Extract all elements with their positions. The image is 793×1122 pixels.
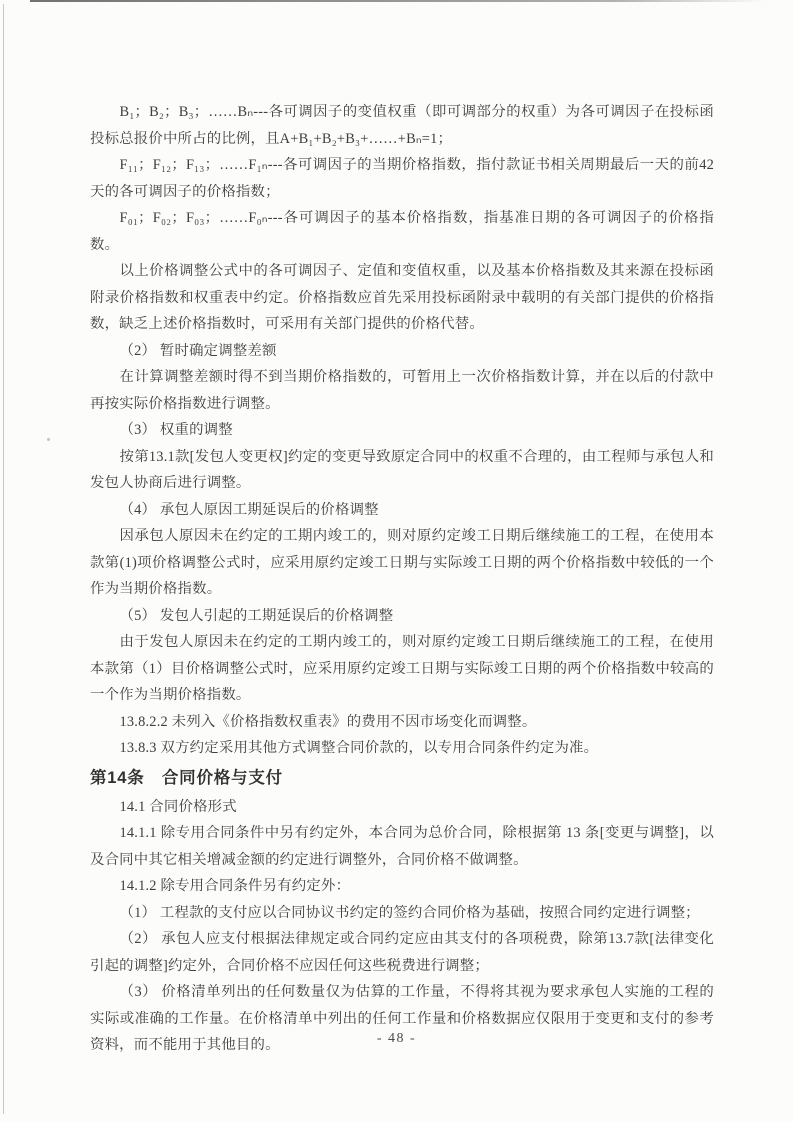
paragraph-variable-weights-definition: B₁；B₂；B₃；……Bₙ---各可调因子的变值权重（即可调部分的权重）为各可调因子在投标函投标总报价中所占的比例，且A+B₁+B₂+B₃+……+Bₙ=1； xyxy=(90,104,714,147)
clause-14-1-1: 14.1.1 除专用合同条件中另有约定外，本合同为总价合同，除根据第 13 条[变更与调整]，以及合同中其它相关增减金额的约定进行调整外，合同价格不做调整。 xyxy=(90,825,714,868)
item-3-weight-adjustment-title: （3） 权重的调整 xyxy=(119,422,233,438)
clause-14-1-2: 14.1.2 除专用合同条件另有约定外： xyxy=(119,878,351,894)
clause-14-1-2-item-1: （1） 工程款的支付应以合同协议书约定的签约合同价格为基础，按照合同约定进行调整； xyxy=(119,904,700,921)
clause-14-1-2-item-3: （3） 价格清单列出的任何数量仅为估算的工作量，不得将其视为要求承包人实施的工程的实际或准确的工作量。在价格清单中列出的任何工作量和价格数据应仅限用于变更和支付的参考资料，而不能用于其他目的。 xyxy=(90,984,714,1053)
paragraph-employer-delay-body: 由于发包人原因未在约定的工期内竣工的，则对原约定竣工日期后继续施工的工程，在使用本款第（1）目价格调整公式时，应采用原约定竣工日期与实际竣工日期的两个价格指数中较高的一个作为当期价格指数。 xyxy=(90,634,714,703)
paragraph-price-index-source: 以上价格调整公式中的各可调因子、定值和变值权重，以及基本价格指数及其来源在投标函附录价格指数和权重表中约定。价格指数应首先采用投标函附录中载明的有关部门提供的价格指数，缺乏上述价格指数时，可采用有关部门提供的价格代替。 xyxy=(90,263,714,332)
item-2-temporary-adjustment-title: （2） 暂时确定调整差额 xyxy=(119,342,277,359)
scan-artifact-speck xyxy=(47,438,50,441)
contract-text-body xyxy=(90,99,714,1059)
paragraph-current-price-index-definition: F₁₁；F₁₂；F₁₃；……F₁ₙ---各可调因子的当期价格指数，指付款证书相关周期最后一天的前42天的各可调因子的价格指数； xyxy=(90,157,714,200)
paragraph-contractor-delay-body: 因承包人原因未在约定的工期内竣工的，则对原约定竣工日期后继续施工的工程，在使用本款第(1)项价格调整公式时，应采用原约定竣工日期与实际竣工日期的两个价格指数中较低的一个作为当期价格指数。 xyxy=(90,528,714,597)
page-number: - 48 - xyxy=(376,1031,417,1046)
scan-artifact-left-edge xyxy=(3,4,4,1114)
item-5-employer-delay-title: （5） 发包人引起的工期延误后的价格调整 xyxy=(119,607,394,624)
paragraph-base-price-index-definition: F₀₁；F₀₂；F₀₃；……F₀ₙ---各可调因子的基本价格指数，指基准日期的各可调因子的价格指数。 xyxy=(90,210,714,253)
clause-14-1-title: 14.1 合同价格形式 xyxy=(119,798,237,815)
section-heading-article-14: 第14条 合同价格与支付 xyxy=(90,768,283,787)
clause-13-8-3: 13.8.3 双方约定采用其他方式调整合同价款的，以专用合同条件约定为准。 xyxy=(119,740,599,756)
paragraph-weight-adjustment-body: 按第13.1款[发包人变更权]约定的变更导致原定合同中的权重不合理的，由工程师与承包人和发包人协商后进行调整。 xyxy=(90,448,714,491)
clause-13-8-2-2: 13.8.2.2 未列入《价格指数权重表》的费用不因市场变化而调整。 xyxy=(119,713,537,730)
paragraph-temporary-adjustment-body: 在计算调整差额时得不到当期价格指数的，可暂用上一次价格指数计算，并在以后的付款中再按实际价格指数进行调整。 xyxy=(90,369,714,412)
clause-14-1-2-item-2: （2） 承包人应支付根据法律规定或合同约定应由其支付的各项税费，除第13.7款[法律变化引起的调整]约定外，合同价格不应因任何这些税费进行调整； xyxy=(90,931,714,974)
item-4-contractor-delay-title: （4） 承包人原因工期延误后的价格调整 xyxy=(119,501,379,518)
scan-artifact-top-edge xyxy=(30,0,765,2)
